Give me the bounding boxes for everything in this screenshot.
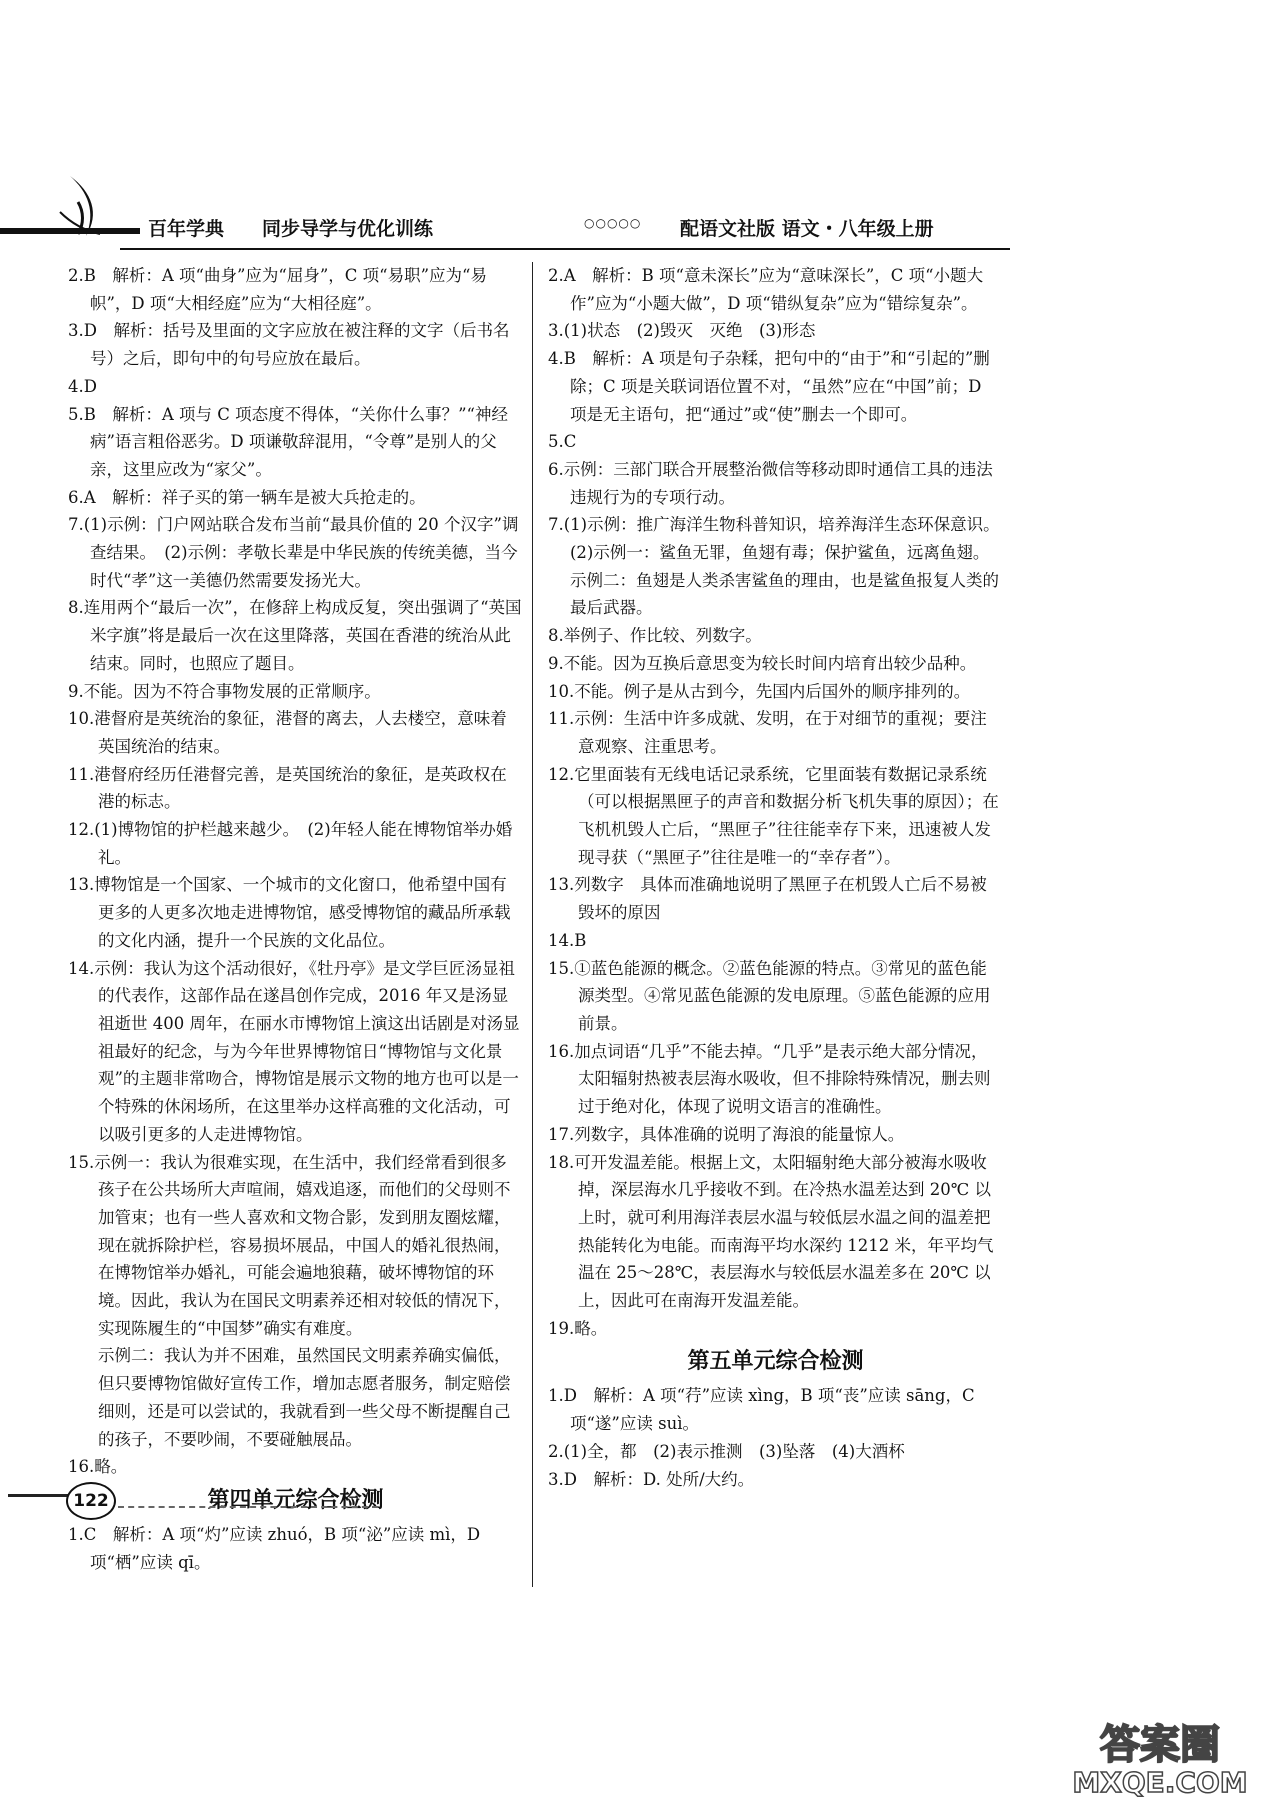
answer-item: 10.不能。例子是从古到今，先国内后国外的顺序排列的。 — [548, 681, 971, 701]
answer-item: 5.B 解析：A 项与 C 项态度不得体，“关你什么事？”“神经病”语言粗俗恶劣。D 项谦敬辞混用，“令尊”是别人的父亲，这里应改为“家父”。 — [68, 404, 508, 479]
answer-item: 1.D 解析：A 项“荇”应读 xìng，B 项“丧”应读 sāng，C 项“遂”应读 suì。 — [548, 1386, 975, 1434]
answer-item: 2.B 解析：A 项“曲身”应为“屈身”，C 项“易职”应为“易帜”，D 项“大相经庭”应为“大相径庭”。 — [68, 266, 487, 313]
footer-rule — [8, 1494, 68, 1497]
answer-item: 6.A 解析：祥子买的第一辆车是被大兵抢走的。 — [68, 487, 426, 507]
answer-item: 12.它里面装有无线电话记录系统，它里面装有数据记录系统（可以根据黑匣子的声音和数据分析飞机失事的原因）；在飞机机毁人亡后，“黑匣子”往往能幸存下来，迅速被人发现寻获（“黑匣子”往往是唯一的“幸存者”）。 — [548, 764, 999, 867]
answer-item: 13.列数字 具体而准确地说明了黑匣子在机毁人亡后不易被毁坏的原因 — [548, 875, 987, 923]
book-brand: 百年学典 — [148, 218, 225, 240]
answer-item: 2.(1)全，都 (2)表示推测 (3)坠落 (4)大酒杯 — [548, 1441, 905, 1461]
answer-item: 16.加点词语“几乎”不能去掉。“几乎”是表示绝大部分情况，太阳辐射热被表层海水吸收，但不排除特殊情况，删去则过于绝对化，体现了说明文语言的准确性。 — [548, 1041, 991, 1117]
page-header — [0, 150, 1010, 250]
answer-item: 14.B — [548, 930, 587, 950]
answer-item: 6.示例：三部门联合开展整治微信等移动即时通信工具的违法违规行为的专项行动。 — [548, 459, 993, 507]
answer-item: 3.D 解析：D. 处所/大约。 — [548, 1469, 755, 1489]
answer-item: 4.D — [68, 376, 97, 396]
answer-item: 13.博物馆是一个国家、一个城市的文化窗口，他希望中国有更多的人更多次地走进博物馆，感受博物馆的藏品所承载的文化内涵，提升一个民族的文化品位。 — [68, 875, 511, 950]
answer-item: 14.示例：我认为这个活动很好，《牡丹亭》是文学巨匠汤显祖的代表作，这部作品在遂昌创作完成，2016 年又是汤显祖逝世 400 周年，在丽水市博物馆上演这出话剧是对汤显祖最好的纪念，与为今年世界博物馆日“博物馆与文化景观”的主题非常吻合，博物馆是展示文物的地方也可以是一个特殊的休闲场所，在这里举办这样高雅的文化活动，可以吸引更多的人走进博物馆。 — [68, 958, 520, 1144]
watermark-logo — [1048, 1712, 1272, 1800]
footer-dashed-rule — [118, 1506, 378, 1508]
answer-item: 3.(1)状态 (2)毁灭 灭绝 (3)形态 — [548, 321, 816, 341]
answer-item: 9.不能。因为不符合事物发展的正常顺序。 — [68, 681, 381, 701]
answer-item: 8.连用两个“最后一次”，在修辞上构成反复，突出强调了“英国米字旗”将是最后一次在这里降落，英国在香港的统治从此结束。同时，也照应了题目。 — [68, 598, 522, 673]
answer-item: 16.略。 — [68, 1457, 128, 1477]
answer-item: 5.C — [548, 432, 577, 452]
left-column — [68, 262, 523, 1576]
book-edition: 配语文社版 语文・八年级上册 — [680, 218, 934, 240]
answer-item: 4.B 解析：A 项是句子杂糅，把句中的“由于”和“引起的”删除；C 项是关联词语位置不对，“虽然”应在“中国”前；D 项是无主语句，把“通过”或“使”删去一个即可。 — [548, 349, 990, 424]
right-column — [548, 262, 1008, 1493]
answer-item: 17.列数字，具体准确的说明了海浪的能量惊人。 — [548, 1124, 905, 1144]
answer-item: 2.A 解析：B 项“意未深长”应为“意味深长”，C 项“小题大作”应为“小题大做”，D 项“错纵复杂”应为“错综复杂”。 — [548, 266, 984, 313]
answer-item: 1.C 解析：A 项“灼”应读 zhuó，B 项“泌”应读 mì，D 项“栖”应读 qī。 — [68, 1524, 481, 1572]
answer-item: 11.示例：生活中许多成就、发明，在于对细节的重视；要注意观察、注重思考。 — [548, 709, 987, 756]
answer-item: 3.D 解析：括号及里面的文字应放在被注释的文字（后书名号）之后，即句中的句号应放在最后。 — [68, 321, 510, 369]
answer-item: 19.略。 — [548, 1318, 608, 1338]
book-subtitle: 同步导学与优化训练 — [262, 218, 434, 240]
answer-item: 12.(1)博物馆的护栏越来越少。 (2)年轻人能在博物馆举办婚礼。 — [68, 820, 513, 867]
page-number: 122 — [66, 1482, 116, 1520]
answer-item: 18.可开发温差能。根据上文，太阳辐射绝大部分被海水吸收掉，深层海水几乎接收不到。在冷热水温差达到 20℃ 以上时，就可利用海洋表层水温与较低层水温之间的温差把热能转化为电能。而南海平均水深约 1212 米，年平均气温在 25～28℃，表层海水与较低层水温差多在 20℃ 以上，因此可在南海开发温差能。 — [548, 1152, 994, 1311]
header-rule-thick — [0, 228, 140, 234]
answer-item: 示例二：我认为并不困难，虽然国民文明素养确实偏低，但只要博物馆做好宣传工作，增加志愿者服务，制定赔偿细则，还是可以尝试的，我就看到一些父母不断提醒自己的孩子，不要吵闹，不要碰触展品。 — [98, 1346, 511, 1449]
answer-item: 9.不能。因为互换后意思变为较长时间内培育出较少品种。 — [548, 653, 977, 673]
header-rule — [120, 248, 1010, 250]
header-dots: ○○○○○ — [584, 216, 642, 230]
answer-item: 10.港督府是英统治的象征，港督的离去，人去楼空，意味着英国统治的结束。 — [68, 709, 507, 756]
answer-item: 11.港督府经历任港督完善，是英国统治的象征，是英政权在港的标志。 — [68, 764, 507, 812]
section-title-unit4: 第四单元综合检测 — [207, 1487, 384, 1513]
answer-item: 7.(1)示例：门户网站联合发布当前“最具价值的 20 个汉字”调查结果。 (2)示例：孝敬长辈是中华民族的传统美德，当今时代“孝”这一美德仍然需要发扬光大。 — [68, 515, 519, 590]
column-divider — [532, 262, 533, 1587]
answer-item: 8.举例子、作比较、列数字。 — [548, 626, 762, 646]
answer-item: 7.(1)示例：推广海洋生物科普知识，培养海洋生态环保意识。 (2)示例一：鲨鱼无罪，鱼翅有毒；保护鲨鱼，远离鱼翅。示例二：鱼翅是人类杀害鲨鱼的理由，也是鲨鱼报复人类的最后武器。 — [548, 515, 1008, 618]
answer-item: 15.示例一：我认为很难实现，在生活中，我们经常看到很多孩子在公共场所大声喧闹，嬉戏追逐，而他们的父母则不加管束；也有一些人喜欢和文物合影，发到朋友圈炫耀，现在就拆除护栏，容易损坏展品，中国人的婚礼很热闹，在博物馆举办婚礼，可能会遍地狼藉，破坏博物馆的环境。因此，我认为在国民文明素养还相对较低的情况下，实现陈履生的“中国梦”确实有难度。 — [68, 1152, 511, 1338]
answer-item: 15.①蓝色能源的概念。②蓝色能源的特点。③常见的蓝色能源类型。④常见蓝色能源的发电原理。⑤蓝色能源的应用前景。 — [548, 958, 991, 1033]
watermark-line1: 答案圈 — [1100, 1722, 1220, 1768]
section-title-unit5: 第五单元综合检测 — [687, 1349, 864, 1375]
watermark-line2: MXQE.COM — [1072, 1766, 1248, 1799]
